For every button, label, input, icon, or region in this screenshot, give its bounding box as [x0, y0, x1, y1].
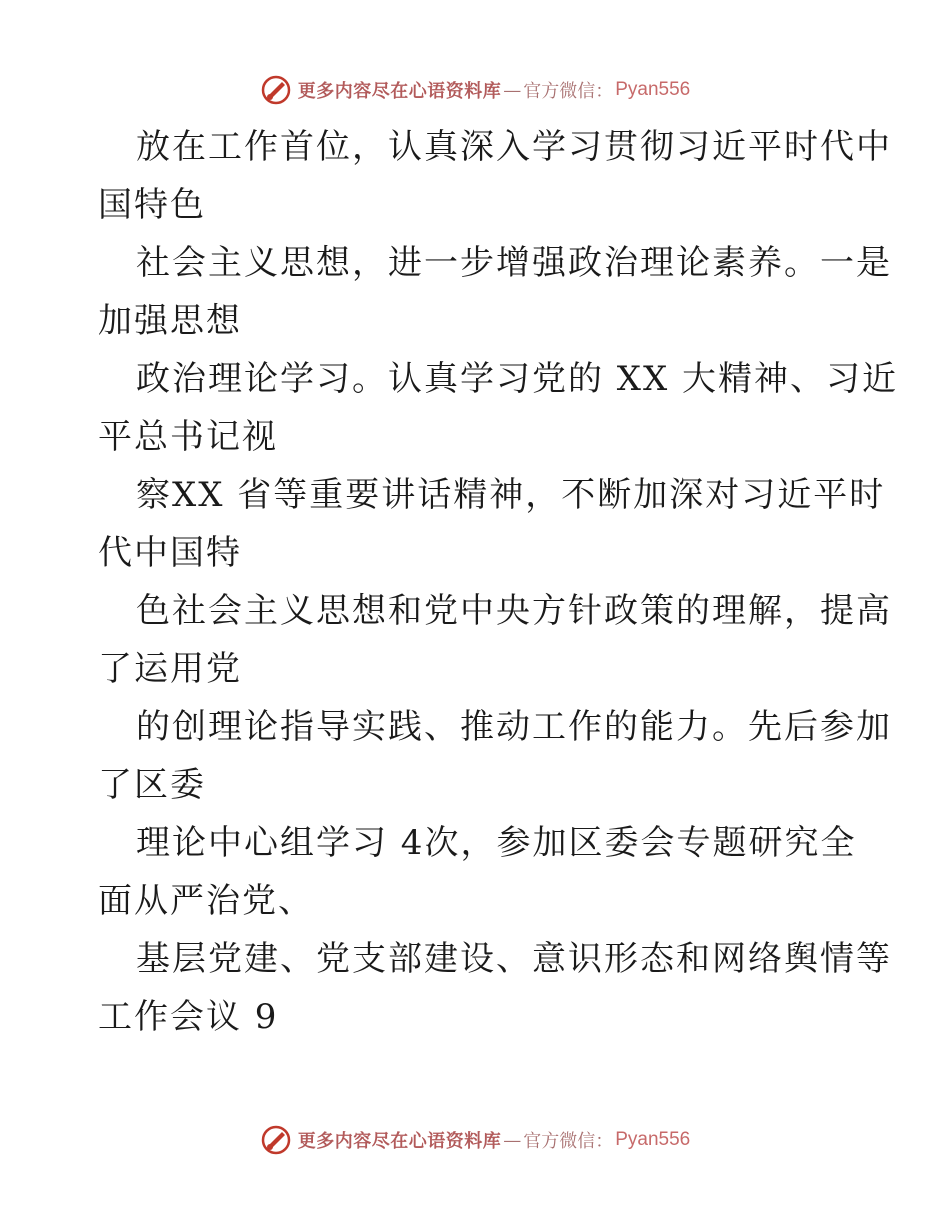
body-text-line: 察XX 省等重要讲话精神，不断加深对习近平时 [136, 475, 886, 515]
watermark-sub-text: 官方微信： [523, 1131, 614, 1152]
brush-logo-icon [260, 74, 292, 106]
watermark-wechat-id: Pyan556 [615, 79, 691, 100]
watermark-dash: — [503, 1129, 522, 1151]
body-text-line: 社会主义思想，进一步增强政治理论素养。一是 [136, 243, 892, 283]
watermark-main-text: 更多内容尽在心语资料库 [297, 1131, 502, 1152]
watermark-footer [0, 1120, 950, 1160]
body-text-line: 了运用党 [98, 649, 242, 689]
body-text-line: 代中国特 [98, 533, 242, 573]
body-text-line: 国特色 [98, 185, 206, 225]
body-text-line: 政治理论学习。认真学习党的 XX 大精神、习近 [136, 359, 899, 399]
body-text-line: 面从严治党、 [98, 881, 314, 921]
watermark-main-text: 更多内容尽在心语资料库 [297, 81, 502, 102]
watermark-wechat-id: Pyan556 [615, 1129, 691, 1150]
body-text-line: 理论中心组学习 4次，参加区委会专题研究全 [136, 823, 857, 863]
watermark-sub-text: 官方微信： [523, 81, 614, 102]
body-text-line: 工作会议 9 [98, 997, 279, 1037]
body-text-line: 放在工作首位，认真深入学习贯彻习近平时代中 [136, 127, 892, 167]
watermark-header [0, 70, 950, 110]
body-text-line: 的创理论指导实践、推动工作的能力。先后参加 [136, 707, 892, 747]
document-body [98, 118, 899, 1046]
body-text-line: 了区委 [98, 765, 206, 805]
body-text-line: 色社会主义思想和党中央方针政策的理解，提高 [136, 591, 892, 631]
body-text-line: 基层党建、党支部建设、意识形态和网络舆情等 [136, 939, 892, 979]
body-text-line: 加强思想 [98, 301, 242, 341]
watermark-dash: — [503, 79, 522, 101]
body-text-line: 平总书记视 [98, 417, 278, 457]
brush-logo-icon [260, 1124, 292, 1156]
